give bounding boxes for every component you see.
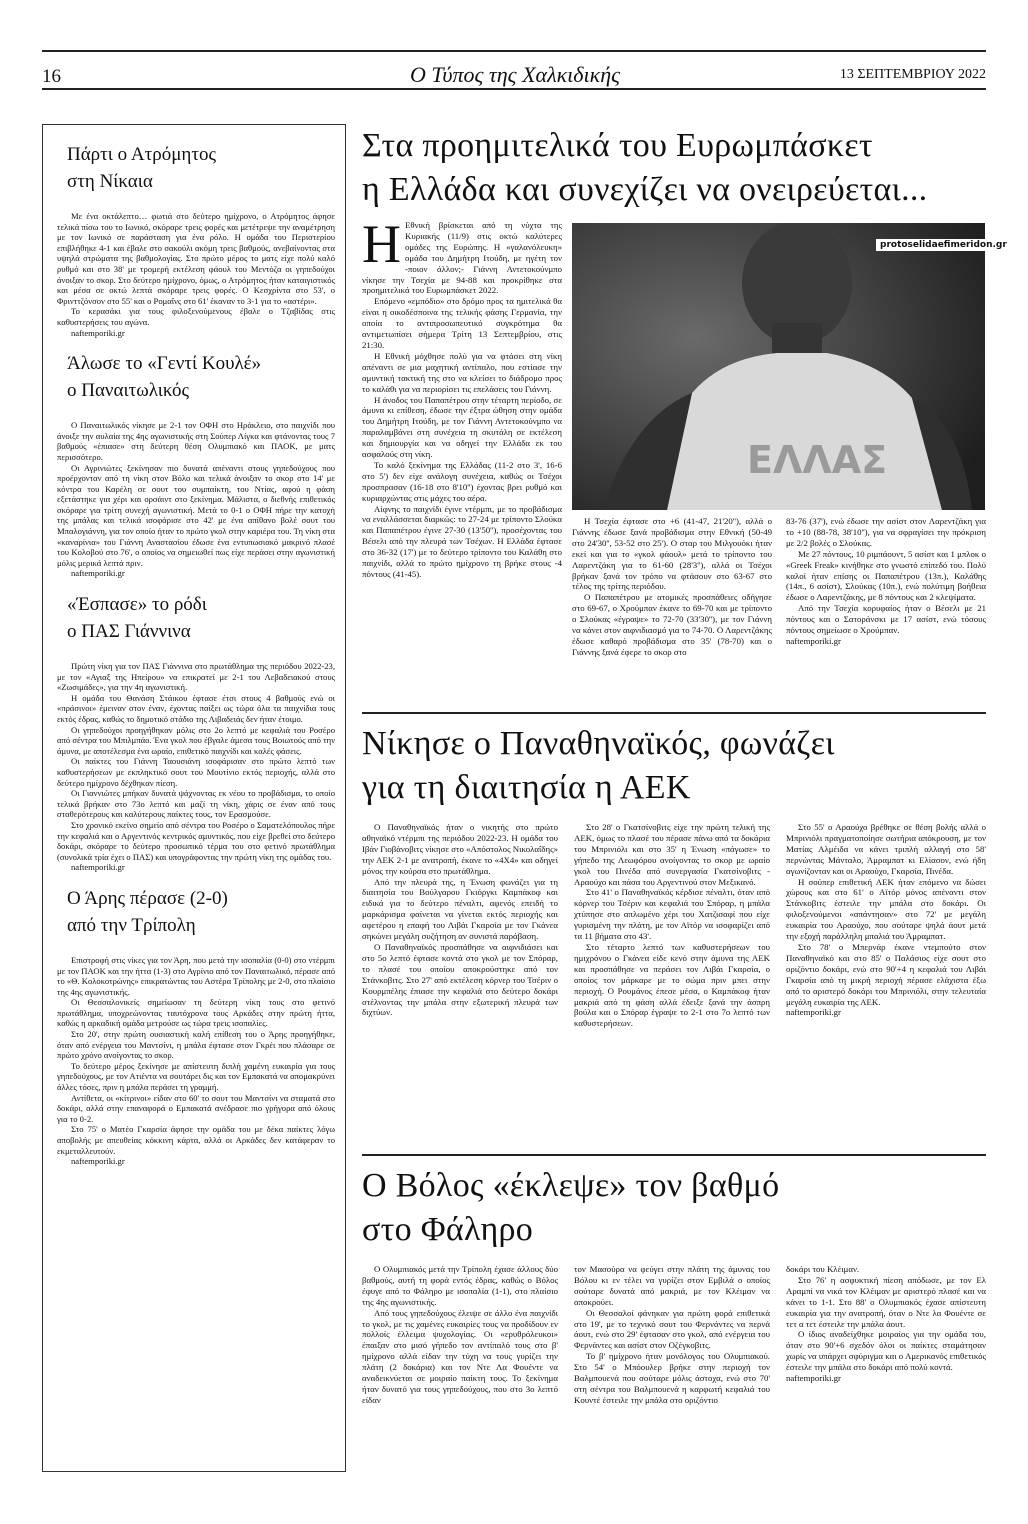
panathinaikos-column-1: Ο Παναθηναϊκός ήταν ο νικητής στο πρώτο αθηναϊκό ντέρμπι της περιόδου 2022-23. Η ομάδα του Ιβάν Γιοβάνοβιτς νίκησε στο «Απόστολος Νικολαΐδης» την ΑΕΚ 2-1 με ανατροπή, έκανε το «4Χ4» και οδηγεί μόνος την κούρσα στο πρωτάθλημα. Από την πλευρά της, η Ένωση φωνάζει για τη διαιτησία του Βούλγαρου Γκιόργκι Καμπάκοφ και ειδικά για το δεύτερο πέναλτι, αφενός επειδή το μαρκάρισμα φαίνεται να γίνεται εκτός περιοχής και αφετέρου η επαφή του Λιβάι Γκαρσία με τον Γκάνεα σηκώνει μεγάλη συζήτηση αν συνιστά παράβαση. Ο Παναθηναϊκός προσπάθησε να αιφνιδιάσει και στο 5ο λεπτό έφτασε κοντά στο γκολ με τον Σπόραρ, το πλασέ του οποίου αποκρούστηκε από τον Στάνκοβιτς. Στο 27' από εκτέλεση κόρνερ του Τσέριν ο Κουρμπέλης έπιασε την κεφαλιά στο δεύτερο δοκάρι στέλνοντας την μπάλα στην εξωτερική πλευρά των διχτύων.	[362, 822, 558, 1018]
panathinaikos-column-3: Στο 55' ο Αραούχο βρέθηκε σε θέση βολής αλλά ο Μπρινιόλι πραγματοποίησε σωτήρια απόκρουση, με τον Ματίας Αλμέιδα να κάνει τριπλή αλλαγή στο 58' περνώντας Μάνταλο, Άμραμπατ κι Ελίασον, ενώ ήδη αγωνίζονταν και οι Αραούχο, Γκαρσία, Πινέδα. Η σούπερ επιθετική ΑΕΚ ήταν επόμενο να δώσει χώρους και στο 61' ο Αϊτόρ μόνος απέναντι στον Στάνκοβιτς έστειλε την μπάλα στο δοκάρι. Οι φιλοξενούμενοι «απάντησαν» στο 72' με μεγάλη ευκαιρία του Αραούχο, που σούταρε ψηλά άουτ μετά την εξοχή παράλληλη μπαλιά του Άμραμπατ. Στο 78' ο Μπερνάρ έκανε ντεμπούτο στον Παναθηναϊκό και στο 85' ο Παλάσιος είχε σουτ στο οριζόντιο δοκάρι, ενώ στο 90'+4 η κεφαλιά του Λιβάι Γκαρσία από τη μικρή περιοχή πέρασε ελάχιστα έξω από το αριστερό δοκάρι του Μπρινιόλι, στην τελευταία μεγάλη ευκαιρία της ΑΕΚ. naftemporiki.gr	[786, 822, 986, 1018]
panathinaikos-column-2: Στο 28' ο Γκατσίνοβιτς είχε την πρώτη τελική της ΑΕΚ, όμως το πλασέ του πέρασε πάνω από τα δοκάρια του Μπρινιόλι και στο 35' η Ένωση «πάγωσε» το γήπεδο της Λεωφόρου ανοίγοντας το σκορ με ωραίο γκολ του Πινέδα από συνεργασία Γκατσίνοβιτς - Αραούχο και πάσα του Αργεντινού στον Μεξικανό. Στο 41' ο Παναθηναϊκός κέρδισε πέναλτι, όταν από κόρνερ του Τσέριν και κεφαλιά του Σπόραρ, η μπάλα χτύπησε στο απλωμένο χέρι του Χατζισαφί που είχε γυρισμένη την πλάτη, με τον Αϊτόρ να ισοφαρίζει από τα 11 βήματα στο 43'. Στο τέταρτο λεπτό των καθυστερήσεων του ημιχρόνου ο Γκάνεα είδε κενό στην άμυνα της ΑΕΚ και προσπάθησε να περάσει τον Λιβάι Γκαρσία, ο οποίος τον μάρκαρε με το σώμα πριν μπει στην περιοχή. Ο Ρουμάνος έπεσε μέσα, ο Καμπάκοφ ήταν μακριά από τη φάση αλλά έδειξε ξανά την άσπρη βούλα και ο Σπόραρ έγραψε το 2-1 στο 7ο λεπτό των καθυστερήσεων.	[574, 822, 770, 1029]
sidebar-article-aris	[57, 885, 335, 1167]
eurobasket-column-2: Η Τσεχία έφτασε στο +6 (41-47, 21'20''), αλλά ο Γιάννης έδωσε ξανά προβάδισμα στην Εθνική (50-49 στο 24'30'', 53-52 στο 25'). Ο σταρ του Μιλγουόκι ήταν εκεί και για το «γκολ φάουλ» μετά το τρίποντο του Λαρεντζάκη για το 61-60 (28'3''), αλλά οι Τσέχοι βρήκαν ξανά τον τρόπο να φτάσουν στο 63-67 στο τέλος της τρίτης περιόδου. Ο Παπαπέτρου με ατομικές προσπάθειες οδήγησε στο 69-67, ο Χρούμπαν έκανε το 69-70 και με τρίποντο ο Σλούκας «έγραψε» το 72-70 (33'30''), με τον Γιάννη να κάνει στον αιφνιδιασμό για το 74-70. Ο Λαρεντζάκης έδωσε καθαρό προβάδισμα στο 35' (78-70) και ο Γιάννης ξανά έφερε το σκορ στο	[572, 516, 772, 657]
header-rule	[42, 88, 986, 90]
article-body: Ο Παναιτωλικός νίκησε με 2-1 τον ΟΦΗ στο Ηράκλειο, στο παιχνίδι που άνοιξε την αυλαία της 4ης αγωνιστικής στη Σούπερ Λίγκα και φτάνοντας τους 7 βαθμούς «έπιασε» στη δεύτερη θέση Ολυμπιακό και ΠΑΟΚ, με ματς περισσότερο. Οι Αγρινιώτες ξεκίνησαν πιο δυνατά απέναντι στους γηπεδούχους που προέρχονταν από τη νίκη στον Βόλο και τελικά άνοιξαν το σκορ στο 14' με κόντρα του Καρέλη σε σουτ του συμπαίκτη, του Ντίας, αφού η φάση εξετάστηκε για χέρι και ορσάιντ στο ξεκίνημα. Μάλιστα, ο διεθνής επιθετικός σκόραρε για τρίτη συνεχή αγωνιστική. Μετά το 0-1 ο ΟΦΗ πήρε την κατοχή της μπάλας και τελικά ισοφάρισε στο 42' με ένα απίθανο βολέ σουτ του Μπαλογιάννη, για τον οποίο ήταν το πρώτο γκολ στην καριέρα του. Τη νίκη στα «καναρίνια» του Γιάννη Αναστασίου έδωσε ένα εντυπωσιακό μακρινό πλασέ του Κολοβού στο 76', ο οποίος να σημειωθεί πως είχε περάσει στην αγωνιστική μόλις μερικά λεπτά πριν.	[57, 420, 335, 568]
article-signature: naftemporiki.gr	[71, 568, 125, 579]
article-signature: naftemporiki.gr	[71, 862, 125, 873]
sidebar-box	[42, 124, 346, 1472]
top-rule	[42, 50, 986, 52]
volos-headline: Ο Βόλος «έκλεψε» τον βαθμό στο Φάληρο	[362, 1167, 780, 1248]
article-signature: naftemporiki.gr	[71, 1156, 125, 1167]
article-headline: Πάρτι ο Ατρόμητος στη Νίκαια	[67, 144, 216, 192]
article-body: Επιστροφή στις νίκες για τον Άρη, που μετά την ισοπαλία (0-0) στο ντέρμπι με τον ΠΑΟΚ και την ήττα (1-3) στο Αγρίνιο από τον Παναιτωλικό, πέρασε από το «Θ. Κολοκοτρώνης» επικρατώντας του Αστέρα Τρίπολης με 2-0, στο πλαίσιο της 4ης αγωνιστικής. Οι Θεσσαλονικείς σημείωσαν τη δεύτερη νίκη τους στο φετινό πρωτάθλημα, υποχρεώνοντας ταυτόχρονα τους Αρκάδες στην πρώτη ήττα, καθώς η αρκαδική ομάδα μετρούσε ως τώρα τρεις ισοπαλίες. Στο 20', στην πρώτη ουσιαστική καλή επίθεση του ο Άρης προηγήθηκε, όταν από ενέργεια του Μαντσίνι, η μπάλα έφτασε στον Γκρέι που πλάσαρε σε πρώτο χρόνο ανοίγοντας το σκορ. Το δεύτερο μέρος ξεκίνησε με απίστευτη διπλή χαμένη ευκαιρία για τους γηπεδούχους, με τον Ατιέντα να σουτάρει δις και τον Εμπακατά να απομακρύνει άλλες τόσες, πριν η μπάλα περάσει τη γραμμή. Αντίθετα, οι «κίτρινοι» είδαν στο 60' το σουτ του Μαντσίνι να σταματά στο δοκάρι, αλλά στην επαναφορά ο Εμπακατά ανέδρασε πιο γρήγορα από όλους για το 0-2. Στο 75' ο Ματέο Γκαρσία άφησε την ομάδα του με δέκα παίκτες λόγω αποβολής με απευθείας κόκκινη κάρτα, αλλά οι Αρκάδες δεν κατάφεραν το εκμεταλλευτούν.	[57, 954, 335, 1156]
volos-column-2: τον Μασούρα να φεύγει στην πλάτη της άμυνας του Βόλου κι εν τέλει να γυρίζει στον Εμβιλά ο οποίος σούταρε δυνατά από μακριά, με τον Κλέιμαν να αποκρούει. Οι Θεσσαλοί φάνηκαν για πρώτη φορά επιθετικά στο 19', με το τεχνικό σουτ του Φερνάντες να περνά άουτ, ενώ στο 29' έφτασαν στο γκολ, από ενέργεια του Φερνάντες και ασίστ στον Οζέγκοβιτς. Το β' ημίχρονο ήταν μονόλογος του Ολυμπιακού. Στο 54' ο Μπόουλερ βρήκε στην περιοχή τον Βαλμπουενά που σούταρε μόλις άστοχα, ενώ στο 70' στη σέντρα του Βαλμπουενά η καρφωτή κεφαλιά του Κουντέ έστειλε την μπάλα στο οριζόντιο	[574, 1264, 770, 1405]
player-photo	[572, 223, 985, 510]
article-signature: naftemporiki.gr	[71, 327, 125, 338]
article-headline: «Έσπασε» το ρόδι ο ΠΑΣ Γιάννινα	[67, 594, 207, 643]
volos-column-3: δοκάρι του Κλέιμαν. Στο 76' η ασφυκτική πίεση απόδωσε, με τον Ελ Αραμπί να νικά τον Κλέιμαν με αριστερό πλασέ και να κάνει το 1-1. Στο 88' ο Ολυμπιακός έχασε απίστευτη ευκαιρία για την ανατροπή, όταν ο Ντε λα Φουέντε σε τετ α τετ έστειλε την μπάλα άουτ. Ο ίδιος αναδείχθηκε μοιραίος για την ομάδα του, όταν στο 90'+6 σχεδόν όλοι οι παίκτες σταμάτησαν χωρίς να υπάρχει σφύριγμα και ο Αμερικανός επιθετικός έστειλε την μπάλα στο δοκάρι από πολύ κοντά. naftemporiki.gr	[786, 1264, 986, 1384]
newspaper-title: Ο Τύπος της Χαλκιδικής	[409, 62, 621, 87]
section-divider	[362, 1154, 986, 1156]
article-body: Με ένα οκτάλεπτο… φωτιά στο δεύτερο ημίχρονο, ο Ατρόμητος άφησε τελικά πίσω του το Ιωνικό, σκόραρε τρεις φορές και μετέτρεψε την αναμέτρηση με τον Ιωνικό σε παράσταση για ένα ρόλο. Η ομάδα του Περιστερίου επιβλήθηκε 4-1 και έβαλε στο σακούλι ακόμη τρεις βαθμούς, ανεβαίνοντας στα υψηλά στρώματα της βαθμολογίας. Στο πρώτο μέρος το ματς είχε πολύ καλό ρυθμό και στο 38' με τρομερή εκτέλεση φάουλ του Μεντόζα οι γηπεδούχοι άνοιξαν το σκορ. Στο δεύτερο ημίχρονο, όμως, ο Ατρόμητος ήταν καταιγιστικός και μέσα σε οκτώ λεπτά σκόραρε τρεις φορές. Ο Κεσχρίντα στο 53', ο Φρινττζόνσον στο 55' και ο Ρομαΐνς στο 61' έκαναν το 3-1 για το «αστέρι». Το κερασάκι για τους φιλοξενούμενους έβαλε ο Τζαβίδας στις καθυστερήσεις του αγώνα.	[57, 211, 335, 327]
jersey-lettering: ΕΛΛΑΣ	[747, 438, 888, 482]
article-headline: Ο Άρης πέρασε (2-0) από την Τρίπολη	[67, 887, 228, 936]
panathinaikos-headline: Νίκησε ο Παναθηναϊκός, φωνάζει για τη διαιτησία η ΑΕΚ	[362, 725, 835, 806]
volos-column-1: Ο Ολυμπιακός μετά την Τρίπολη έχασε άλλους δύο βαθμούς, αυτή τη φορά εντός έδρας, καθώς ο Βόλος έφυγε από το Φάληρο με ισοπαλία (1-1), στο πλαίσιο της 4ης αγωνιστικής. Από τους γηπεδούχους έλειψε σε άλλο ένα παιχνίδι το γκολ, με τις χαμένες ευκαιρίες τους να προδίδουν εν πολλοίς έλλειμα ψυχολογίας. Οι «ερυθρόλευκοι» έπαιξαν στο μισό γήπεδο τον αντίπαλό τους στο β' ημίχρονο αλλά είδαν την τύχη να τους γυρίζει την πλάτη (2 δοκάρια) και τον Ντε Λα Φουέντε να αναδεικνύεται σε μοιραίο παίκτη τους. Το ξεκίνημα ήταν δυνατό για τους γηπεδούχους, που στο 3ο λεπτό είδαν	[362, 1264, 558, 1405]
page-number: 16	[42, 66, 61, 87]
article-body: Πρώτη νίκη για τον ΠΑΣ Γιάννινα στο πρωτάθλημα της περιόδου 2022-23, με τον «Αγιαξ της Ηπείρου» να επικρατεί με 2-1 του Λεβαδειακού στους «Ζωσιμάδες», για την 4η αγωνιστική. Η ομάδα του Θανάση Στάικου έφτασε έτσι στους 4 βαθμούς ενώ οι «πράσινοι» έμειναν στον έναν, έχοντας παίξει ως τώρα όλα τα παιχνίδια τους εκτός έδρας, καθώς το δημοτικό στάδιο της Λιβαδειάς δεν ήταν έτοιμο. Οι γηπεδούχοι προηγήθηκαν μόλις στο 2ο λεπτό με κεφαλιά του Ροσέρο από σέντρα του Μπιλμπάο. Ένα γκολ που έβγαλε άμεσα τους Βοιωτούς από την άμυνα, με αποτέλεσμα ένα ωραίο, επιθετικό παιχνίδι και καλές φάσεις. Οι παίκτες του Γιάννη Ταουσιάνη ισοφάρισαν στο πρώτο λεπτό των καθυστερήσεων με εκπληκτικό σουτ του Μουτίνιο εκτός περιοχής, αλλά στο δεύτερο ημίχρονο δέχθηκαν πίεση. Οι Γιαννιώτες μπήκαν δυνατά ψάχνοντας εκ νέου το προβάδισμα, το οποίο τελικά βρήκαν στο 73ο λεπτό και μαζί τη νίκη, χάρις σε έναν από τους σταθερότερους και καλύτερους παίκτες τους, τον Ερασμούσε. Στο χρονικό εκείνο σημείο από σέντρα του Ροσέρο ο Σαματελόπουλος πήρε την κεφαλιά και ο Αργεντινός κεντρικός αμυντικός, που είχε βρεθεί στο δεύτερο δοκάρι, σκόραρε το δεύτερο προσωπικό τέρμα του στο φετινό πρωτάθλημα (συνολικά τρία έχει ο ΠΑΣ) και υπογράφοντας την πρώτη νίκη της ομάδας του.	[57, 661, 335, 862]
article-signature: naftemporiki.gr	[786, 1373, 841, 1384]
eurobasket-column-3: 83-76 (37'), ενώ έδωσε την ασίστ στον Λαρεντζάκη για το +10 (88-78, 38'10''), για να σφραγίσει την πρόκριση με 2/2 βολές ο Σλούκας. Με 27 πόντους, 10 ριμπάουντ, 5 ασίστ και 1 μπλοκ ο «Greek Freak» κινήθηκε στο γνωστό επίπεδό του. Πολύ καλοί ήταν επίσης οι Παπαπέτρου (13π.), Καλάθης (14π., 6 ασίστ), Σλούκας (10π.), ενώ πολύτιμη βοήθεια έδωσε ο Λαρεντζάκης, με 8 πόντους και 2 κλεψίματα. Από την Τσεχία κορυφαίος ήταν ο Βέσελι με 21 πόντους και ο Σατοράνσκι με 17 ασίστ, ενώ τόσους πόντους σημείωσε ο Χρούμπαν. naftemporiki.gr	[786, 516, 986, 646]
article-signature: naftemporiki.gr	[786, 1007, 841, 1018]
photo-illustration	[572, 223, 985, 510]
sidebar-article-atromitos	[57, 141, 335, 338]
section-divider	[362, 712, 986, 714]
eurobasket-column-1: Η Εθνική βρίσκεται από τη νύχτα της Κυριακής (11/9) στις οκτώ καλύτερες ομάδες της Ευρώπης. Η «γαλανόλευκη» ομάδα του Δημήτρη Ιτούδη, με ηγέτη τον -ποιον άλλον;- Γιάννη Αντετοκούνμπο νίκησε την Τσεχία με 94-88 και προκρίθηκε στα προημιτελικά του Ευρωμπάσκετ 2022. Επόμενο «εμπόδιο» στο δρόμο προς τα ημιτελικά θα είναι η οικοδέσποινα της τελικής φάσης Γερμανία, την οποία το αντιπροσωπευτικό συγκρότημα θα αντιμετωπίσει σήμερα Τρίτη 13 Σεπτεμβρίου, στις 21:30. Η Εθνική μόχθησε πολύ για να φτάσει στη νίκη απέναντι σε μια μαχητική αντίπαλο, που εστίασε την αμυντική τακτική της στο να κλείσει το διάδρομο προς το καλάθι για να περιορίσει τις επελάσεις του Γιάννη. Η άνοδος του Παπαπέτρου στην τέταρτη περίοδο, σε άμυνα κι επίθεση, έδωσε την έξτρα ώθηση στην ομάδα του Δημήτρη Ιτούδη, με τον Γιάννη Αντετοκούνμπο να παραλαμβάνει στη συνέχεια τη σκυτάλη σε εκτέλεση και δημιουργία και να οδηγεί την Ελλάδα εκ του ασφαλούς στη νίκη. Το καλό ξεκίνημα της Ελλάδας (11-2 στο 3', 16-6 στο 5') δεν είχε ανάλογη συνέχεια, καθώς οι Τσέχοι προσπρασαν (16-18 στο 8'10'') έχοντας βρει ρυθμό και κυριαρχώντας στις μάχες του αέρα. Αίφνης το παιχνίδι έγινε ντέρμπι, με το προβάδισμα να εναλλάσσεται διαρκώς: το 27-24 με τρίποντο Σλούκα και Παπαπέτρου έγινε 27-30 (13'50''), προσέχοντας του Βέσελι από την πλευρά των Τσέχων. Η Ελλάδα έφτασε στο 36-32 (17') με το δεύτερο τρίποντο του Καλάθη στο παιχνίδι, αλλά το πρώτο ημίχρονο τη βρήκε στους -4 πόντους (41-45).	[362, 214, 562, 579]
dropcap: Η	[362, 214, 401, 274]
issue-date: 13 ΣΕΠΤΕΜΒΡΙΟΥ 2022	[839, 67, 986, 82]
article-headline: Άλωσε το «Γεντί Κουλέ» ο Παναιτωλικός	[67, 353, 262, 402]
article-signature: naftemporiki.gr	[786, 635, 841, 646]
photo-credit: protoselidaefimeridon.gr	[876, 239, 1011, 251]
sidebar-article-pas-giannina	[57, 591, 335, 873]
eurobasket-headline: Στα προημιτελικά του Ευρωμπάσκετ η Ελλάδα και συνεχίζει να ονειρεύεται...	[362, 127, 928, 208]
sidebar-article-panaitolikos	[57, 350, 335, 579]
